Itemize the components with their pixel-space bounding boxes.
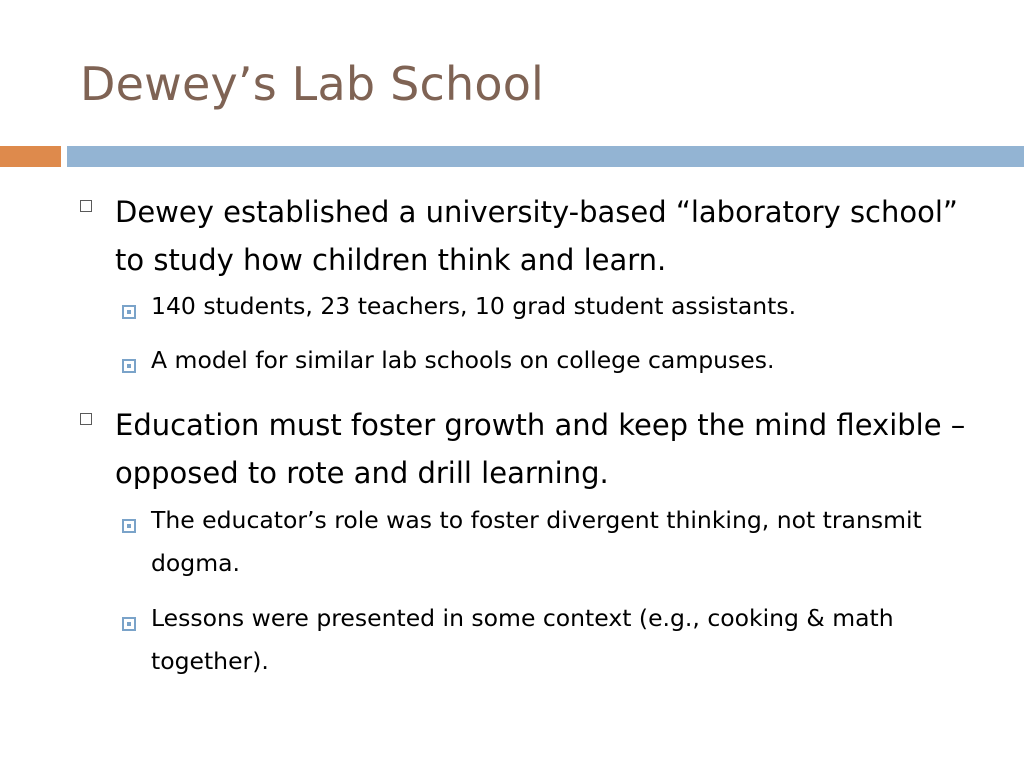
hollow-square-icon [80,413,92,425]
square-bullet-icon [122,305,136,319]
sub-bullet-text: Lessons were presented in some context (e.g., cooking & math together). [151,604,894,675]
sub-bullet-text: The educator’s role was to foster divergent thinking, not transmit dogma. [151,506,922,577]
square-bullet-icon [122,519,136,533]
bullet-text: Education must foster growth and keep the mind flexible – opposed to rote and drill learning. [115,408,966,490]
sub-bullet-text: A model for similar lab schools on college campuses. [151,346,775,374]
slide-title: Dewey’s Lab School [80,57,545,111]
hollow-square-icon [80,200,92,212]
bullet-text: Dewey established a university-based “laboratory school” to study how children think and learn. [115,195,958,277]
square-bullet-icon [122,359,136,373]
square-bullet-icon [122,617,136,631]
sub-bullet-text: 140 students, 23 teachers, 10 grad student assistants. [151,292,797,320]
